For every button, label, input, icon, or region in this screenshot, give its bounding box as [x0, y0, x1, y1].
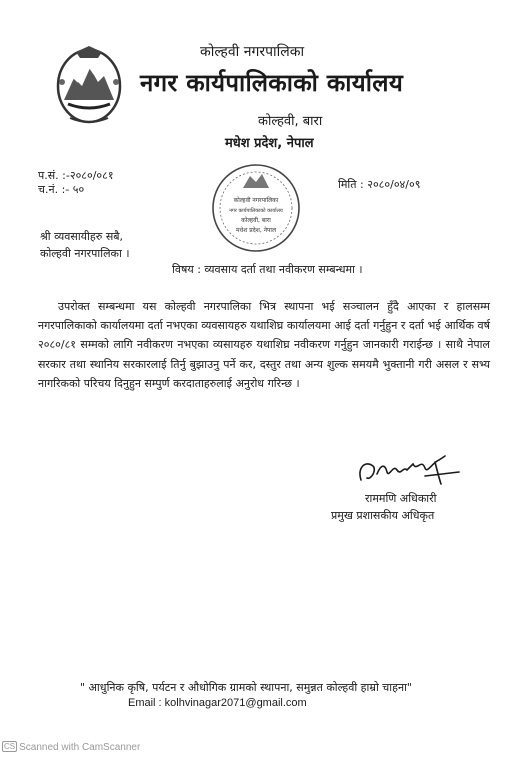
signatory-title: प्रमुख प्रशासकीय अधिकृत — [331, 509, 435, 522]
camscanner-text: Scanned with CamScanner — [19, 742, 141, 753]
office-location: कोल्हवी, बारा — [258, 114, 323, 129]
body-paragraph: उपरोक्त सम्बन्धमा यस कोल्हवी नगरपालिका भित्र स्थापना भई सञ्चालन हुँदै आएका र हालसम्म नगरपालिकाको कार्यालयमा दर्ता नभएका व्यवसायहरु यथाशिघ्र कार्यालयमा आई दर्ता गर्नुहुन र दर्ता भई आर्थिक वर्ष २०८०/८१ सम्मको लागि नवीकरण नभएका व्यसायहरु यथाशिघ्र नवीकरण गर्नुहुन जानकारी गराईन्छ । साथै नेपाल सरकार तथा स्थानिय सरकारलाई तिर्नु बुझाउनु पर्ने कर, दस्तुर तथा अन्य शुल्क समयमै भुक्तानी गरी असल र सभ्य नागरिकको परिचय दिनुहुन सम्पुर्ण करदाताहरुलाई अनुरोध गरिन्छ । — [38, 300, 490, 390]
office-stamp — [210, 162, 302, 254]
signatory-name: राममणि अधिकारी — [365, 492, 437, 505]
handwritten-signature — [355, 450, 465, 488]
stamp-line-1: कोल्हवी नगरपालिका — [233, 197, 279, 204]
footer-slogan: " आधुनिक कृषि, पर्यटन र औधोगिक ग्रामको स्थापना, समुन्नत कोल्हवी हाम्रो चाहना" — [80, 681, 412, 694]
stamp-line-2: नगर कार्यपालिकाको कार्यालय — [229, 208, 283, 214]
camscanner-badge: CS — [4, 742, 16, 751]
letter-body — [38, 297, 490, 393]
stamp-line-4: मधेश प्रदेश, नेपाल — [235, 227, 277, 234]
camscanner-watermark — [2, 741, 140, 753]
municipality-name: कोल्हवी नगरपालिका — [200, 44, 305, 60]
patra-sankhya: प.सं. :-२०८०/०८१ — [38, 169, 114, 182]
stamp-line-3: कोल्हवी, बारा — [241, 217, 271, 224]
recipient-line-1: श्री व्यवसायीहरु सबै, — [40, 230, 124, 243]
nepal-emblem-logo — [54, 42, 124, 126]
recipient-line-2: कोल्हवी नगरपालिका । — [40, 247, 130, 260]
letter-date: मिति : २०८०/०४/०९ — [338, 178, 421, 191]
office-title: नगर कार्यपालिकाको कार्यालय — [140, 69, 404, 97]
chalani-number: च.नं. :- ५० — [38, 183, 85, 196]
letter-subject: विषय : व्यवसाय दर्ता तथा नवीकरण सम्बन्धमा । — [172, 263, 363, 276]
footer-email: Email : kolhvinagar2071@gmail.com — [128, 697, 307, 709]
office-province: मधेश प्रदेश, नेपाल — [225, 136, 314, 151]
